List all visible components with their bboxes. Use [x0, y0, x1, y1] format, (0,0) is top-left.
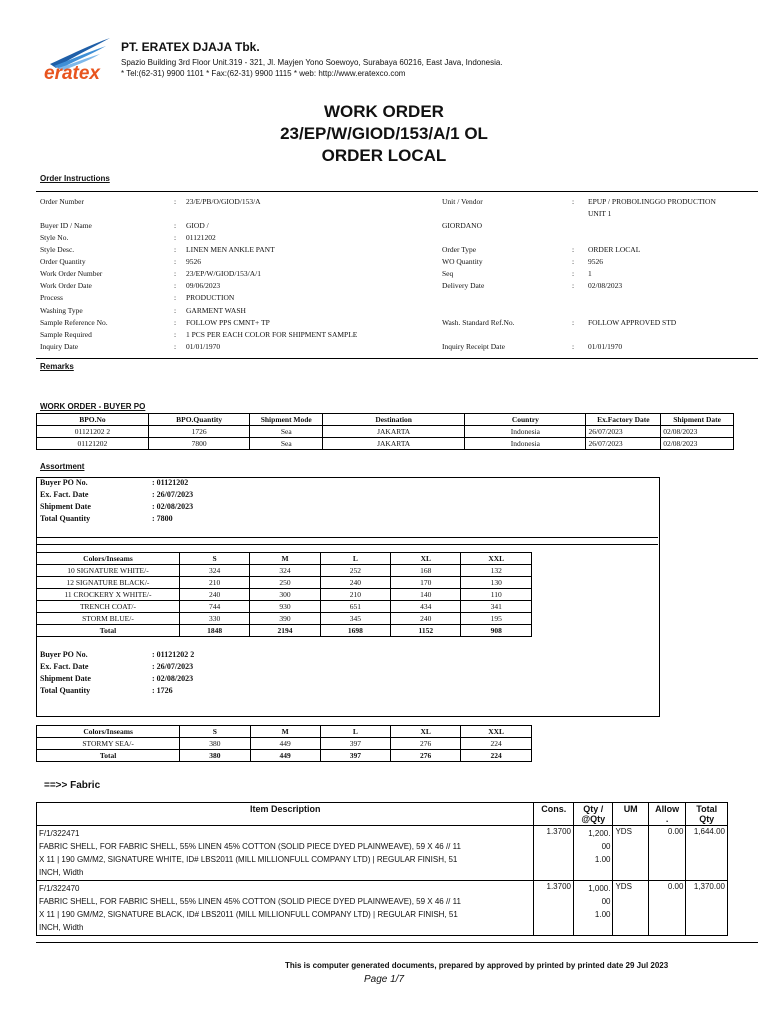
cell: 2194: [250, 625, 320, 637]
cell: 397: [320, 750, 390, 762]
col-country: Country: [465, 414, 586, 426]
value-washing-type: GARMENT WASH: [186, 306, 246, 315]
cell: 1698: [320, 625, 390, 637]
fabric-um: YDS: [613, 881, 648, 936]
label-process: Process: [40, 293, 63, 302]
cell: 1848: [179, 625, 249, 637]
table-header-row: [37, 414, 734, 426]
value-ex-fact: : 26/07/2023: [152, 490, 194, 499]
company-address: [121, 57, 503, 79]
cell: JAKARTA: [323, 438, 465, 450]
cell: 449: [250, 738, 320, 750]
fabric-um: YDS: [613, 826, 648, 881]
cell: 170: [391, 577, 461, 589]
fabric-qty-line: 1,200.: [588, 829, 611, 838]
value-delivery-date: 02/08/2023: [588, 281, 623, 290]
colon: :: [174, 342, 177, 351]
colon: :: [572, 245, 575, 254]
address-line-1: Spazio Building 3rd Floor Unit.319 - 321, Jl. Mayjen Yono Soewoyo, Surabaya 60216, East Java, Indonesia.: [121, 58, 503, 67]
cell: 130: [461, 577, 532, 589]
col-cons: Cons.: [534, 803, 574, 826]
label-buyer-id: Buyer ID / Name: [40, 221, 92, 230]
cell: 330: [179, 613, 249, 625]
assortment-block-2-values: [152, 649, 194, 697]
cell: 240: [391, 613, 461, 625]
cell: Indonesia: [465, 426, 586, 438]
cell: 300: [250, 589, 320, 601]
label-work-order-number: Work Order Number: [40, 269, 103, 278]
cell: JAKARTA: [323, 426, 465, 438]
colon: :: [572, 281, 575, 290]
cell: 168: [391, 565, 461, 577]
fabric-code: F/1/322471: [39, 829, 80, 838]
fabric-qty: [573, 881, 613, 936]
table-header-row: [37, 726, 532, 738]
cell: STORMY SEA/-: [37, 738, 180, 750]
cell: 224: [461, 750, 532, 762]
table-row: [37, 738, 532, 750]
label-seq: Seq: [442, 269, 454, 278]
table-row: [37, 601, 532, 613]
col-bpo-quantity: BPO.Quantity: [148, 414, 250, 426]
title-wo-number: 23/EP/W/GIOD/153/A/1 OL: [280, 124, 488, 143]
fabric-qty-line: 00: [601, 897, 611, 906]
cell: Total: [37, 750, 180, 762]
title-order-type: ORDER LOCAL: [321, 146, 447, 165]
logo-text: eratex: [44, 63, 100, 84]
cell: 02/08/2023: [661, 438, 734, 450]
fabric-desc-line: FABRIC SHELL, FOR FABRIC SHELL, 55% LINEN 45% COTTON (SOLID PIECE DYED PLAINWEAVE), 59 X 46 // 11: [39, 897, 461, 906]
cell: 26/07/2023: [586, 438, 661, 450]
value-buyer-id: GIOD /: [186, 221, 209, 230]
value-order-number: 23/E/PB/O/GIOD/153/A: [186, 197, 261, 206]
col-destination: Destination: [323, 414, 465, 426]
cell: STORM BLUE/-: [37, 613, 180, 625]
cell: 195: [461, 613, 532, 625]
fabric-desc-line: X 11 | 190 GM/M2, SIGNATURE BLACK, ID# LBS2011 (MILL MILLIONFULL COMPANY LTD) | REGULAR FINISH, 51: [39, 910, 458, 919]
buyer-po-heading: WORK ORDER - BUYER PO: [40, 402, 146, 411]
fabric-desc-line: X 11 | 190 GM/M2, SIGNATURE WHITE, ID# LBS2011 (MILL MILLIONFULL COMPANY LTD) | REGULAR FINISH, 51: [39, 855, 458, 864]
cell: 380: [180, 750, 250, 762]
col-colors: Colors/Inseams: [37, 726, 180, 738]
order-instructions-heading: Order Instructions: [40, 174, 110, 183]
cell: 380: [180, 738, 250, 750]
table-row: [37, 881, 728, 936]
fabric-allow: 0.00: [648, 826, 685, 881]
colon: :: [174, 257, 177, 266]
address-line-2: * Tel:(62-31) 9900 1101 * Fax:(62-31) 9900 1115 * web: http://www.eratexco.com: [121, 69, 406, 78]
cell: 7800: [148, 438, 250, 450]
label-buyer-po: Buyer PO No.: [40, 478, 88, 487]
cell: 240: [320, 577, 390, 589]
label-wash-standard: Wash. Standard Ref.No.: [442, 318, 515, 327]
cell: 345: [320, 613, 390, 625]
col-xl: XL: [391, 726, 461, 738]
cell: 26/07/2023: [586, 426, 661, 438]
cell: 930: [250, 601, 320, 613]
cell: 651: [320, 601, 390, 613]
assortment-block-1: [40, 477, 91, 525]
order-instructions-box: [36, 191, 758, 359]
table-header-row: [37, 553, 532, 565]
cell: 11 CROCKERY X WHITE/-: [37, 589, 180, 601]
cell: 324: [179, 565, 249, 577]
fabric-cons: 1.3700: [534, 826, 574, 881]
label-total-qty: Total Quantity: [40, 514, 91, 523]
col-ex-factory: Ex.Factory Date: [586, 414, 661, 426]
col-allow: [648, 803, 685, 826]
assortment-block-1-values: [152, 477, 193, 525]
cell: 449: [250, 750, 320, 762]
eratex-logo: [40, 38, 112, 84]
value-order-quantity: 9526: [186, 257, 201, 266]
cell: 110: [461, 589, 532, 601]
remarks-heading: Remarks: [40, 362, 74, 371]
cell: 10 SIGNATURE WHITE/-: [37, 565, 180, 577]
value-work-order-date: 09/06/2023: [186, 281, 221, 290]
value-shipment: : 02/08/2023: [152, 674, 194, 683]
company-name: PT. ERATEX DJAJA Tbk.: [121, 40, 260, 54]
value-buyer-po: : 01121202: [152, 478, 189, 487]
colon: :: [572, 257, 575, 266]
label-ex-fact: Ex. Fact. Date: [40, 662, 89, 671]
fabric-desc-line: INCH, Width: [39, 923, 84, 932]
fabric-code: F/1/322470: [39, 884, 80, 893]
cell: 434: [391, 601, 461, 613]
value-style-no: 01121202: [186, 233, 216, 242]
label-shipment: Shipment Date: [40, 674, 91, 683]
label-sample-required: Sample Required: [40, 330, 92, 339]
colon: :: [174, 233, 177, 242]
fabric-qty-line: 00: [601, 842, 611, 851]
cell: 908: [461, 625, 532, 637]
col-colors: Colors/Inseams: [37, 553, 180, 565]
table-header-row: [37, 803, 728, 826]
cell: 132: [461, 565, 532, 577]
col-qty-line1: Qty /: [583, 804, 604, 814]
cell: 02/08/2023: [661, 426, 734, 438]
label-order-quantity: Order Quantity: [40, 257, 86, 266]
fabric-qty-line: 1,000.: [588, 884, 611, 893]
colon: :: [174, 318, 177, 327]
table-total-row: [37, 625, 532, 637]
label-work-order-date: Work Order Date: [40, 281, 92, 290]
label-sample-reference: Sample Reference No.: [40, 318, 108, 327]
table-row: [37, 826, 728, 881]
cell: 276: [391, 750, 461, 762]
value-buyer-name: GIORDANO: [442, 221, 482, 230]
cell: 276: [391, 738, 461, 750]
col-um: UM: [613, 803, 648, 826]
value-order-type: ORDER LOCAL: [588, 245, 641, 254]
cell: 1726: [148, 426, 250, 438]
table-row: [37, 589, 532, 601]
colon: :: [174, 269, 177, 278]
divider: [36, 544, 658, 545]
cell: 12 SIGNATURE BLACK/-: [37, 577, 180, 589]
col-qty-line2: @Qty: [581, 814, 606, 824]
value-ex-fact: : 26/07/2023: [152, 662, 194, 671]
cell: 240: [179, 589, 249, 601]
table-row: [37, 613, 532, 625]
cell: Indonesia: [465, 438, 586, 450]
col-allow-line1: Allow: [655, 804, 680, 814]
title-work-order: WORK ORDER: [324, 102, 444, 121]
cell: 397: [320, 738, 390, 750]
colon: :: [174, 306, 177, 315]
colon: :: [572, 318, 575, 327]
col-shipment-date: Shipment Date: [661, 414, 734, 426]
assortment-table-2: [36, 725, 532, 762]
col-total-qty: [686, 803, 728, 826]
col-item-description: Item Description: [37, 803, 534, 826]
cell: 250: [250, 577, 320, 589]
col-s: S: [179, 553, 249, 565]
fabric-desc-line: FABRIC SHELL, FOR FABRIC SHELL, 55% LINEN 45% COTTON (SOLID PIECE DYED PLAINWEAVE), 59 X 46 // 11: [39, 842, 461, 851]
colon: :: [174, 281, 177, 290]
cell: 744: [179, 601, 249, 613]
col-qty: [573, 803, 613, 826]
label-style-no: Style No.: [40, 233, 69, 242]
value-total-qty: : 1726: [152, 686, 173, 695]
table-row: [37, 565, 532, 577]
value-wash-standard: FOLLOW APPROVED STD: [588, 318, 677, 327]
value-sample-required: 1 PCS PER EACH COLOR FOR SHIPMENT SAMPLE: [186, 330, 358, 339]
table-row: [37, 426, 734, 438]
cell: 324: [250, 565, 320, 577]
col-allow-line2: .: [665, 814, 669, 824]
colon: :: [174, 330, 177, 339]
value-unit-vendor: EPUP / PROBOLINGGO PRODUCTION: [588, 197, 716, 206]
value-inquiry-date: 01/01/1970: [186, 342, 221, 351]
footer-note: This is computer generated documents, prepared by approved by printed by printed date 29 Jul 2023: [285, 961, 669, 970]
col-m: M: [250, 726, 320, 738]
cell: 252: [320, 565, 390, 577]
col-s: S: [180, 726, 250, 738]
colon: :: [572, 269, 575, 278]
colon: :: [174, 293, 177, 302]
value-seq: 1: [588, 269, 592, 278]
colon: :: [174, 197, 177, 206]
value-inquiry-receipt: 01/01/1970: [588, 342, 623, 351]
table-total-row: [37, 750, 532, 762]
label-ex-fact: Ex. Fact. Date: [40, 490, 89, 499]
cell: 140: [391, 589, 461, 601]
table-row: [37, 577, 532, 589]
fabric-qty-line: 1.00: [594, 910, 611, 919]
col-total-line1: Total: [696, 804, 718, 814]
cell: Sea: [250, 438, 323, 450]
page-number: Page 1/7: [363, 974, 405, 985]
value-shipment: : 02/08/2023: [152, 502, 194, 511]
col-xxl: XXL: [461, 553, 532, 565]
fabric-total: 1,370.00: [686, 881, 728, 936]
assortment-table-1: [36, 552, 532, 637]
col-xl: XL: [391, 553, 461, 565]
value-buyer-po: : 01121202 2: [152, 650, 195, 659]
value-style-desc: LINEN MEN ANKLE PANT: [186, 245, 275, 254]
fabric-table: [36, 802, 728, 936]
label-delivery-date: Delivery Date: [442, 281, 485, 290]
divider: [36, 537, 658, 538]
label-wo-quantity: WO Quantity: [442, 257, 483, 266]
value-wo-quantity: 9526: [588, 257, 603, 266]
cell: 01121202 2: [37, 426, 149, 438]
col-total-line2: Qty: [699, 814, 715, 824]
col-l: L: [320, 726, 390, 738]
cell: 390: [250, 613, 320, 625]
cell: 210: [320, 589, 390, 601]
cell: 341: [461, 601, 532, 613]
label-order-number: Order Number: [40, 197, 84, 206]
value-work-order-number: 23/EP/W/GIOD/153/A/1: [186, 269, 261, 278]
col-shipment-mode: Shipment Mode: [250, 414, 323, 426]
colon: :: [174, 245, 177, 254]
label-style-desc: Style Desc.: [40, 245, 75, 254]
value-sample-reference: FOLLOW PPS CMNT+ TP: [186, 318, 270, 327]
cell: Total: [37, 625, 180, 637]
colon: :: [572, 342, 575, 351]
cell: 1152: [391, 625, 461, 637]
fabric-description: [37, 826, 534, 881]
fabric-total: 1,644.00: [686, 826, 728, 881]
table-row: [37, 438, 734, 450]
col-l: L: [320, 553, 390, 565]
colon: :: [572, 197, 575, 206]
label-washing-type: Washing Type: [40, 306, 83, 315]
buyer-po-table: [36, 413, 734, 450]
col-m: M: [250, 553, 320, 565]
cell: 224: [461, 738, 532, 750]
col-bpo-no: BPO.No: [37, 414, 149, 426]
label-unit-vendor: Unit / Vendor: [442, 197, 483, 206]
value-process: PRODUCTION: [186, 293, 235, 302]
label-total-qty: Total Quantity: [40, 686, 91, 695]
value-unit-vendor-2: UNIT 1: [588, 209, 612, 218]
cell: Sea: [250, 426, 323, 438]
footer-divider: [36, 942, 758, 943]
assortment-block-2: [40, 649, 91, 697]
label-inquiry-date: Inquiry Date: [40, 342, 79, 351]
value-total-qty: : 7800: [152, 514, 173, 523]
fabric-allow: 0.00: [648, 881, 685, 936]
fabric-cons: 1.3700: [534, 881, 574, 936]
cell: 210: [179, 577, 249, 589]
label-inquiry-receipt: Inquiry Receipt Date: [442, 342, 505, 351]
label-order-type: Order Type: [442, 245, 477, 254]
label-buyer-po: Buyer PO No.: [40, 650, 88, 659]
fabric-heading: ==>> Fabric: [44, 780, 101, 791]
fabric-desc-line: INCH, Width: [39, 868, 84, 877]
cell: TRENCH COAT/-: [37, 601, 180, 613]
colon: :: [174, 221, 177, 230]
fabric-description: [37, 881, 534, 936]
col-xxl: XXL: [461, 726, 532, 738]
cell: 01121202: [37, 438, 149, 450]
fabric-qty: [573, 826, 613, 881]
label-shipment: Shipment Date: [40, 502, 91, 511]
fabric-qty-line: 1.00: [594, 855, 611, 864]
assortment-heading: Assortment: [40, 462, 85, 471]
